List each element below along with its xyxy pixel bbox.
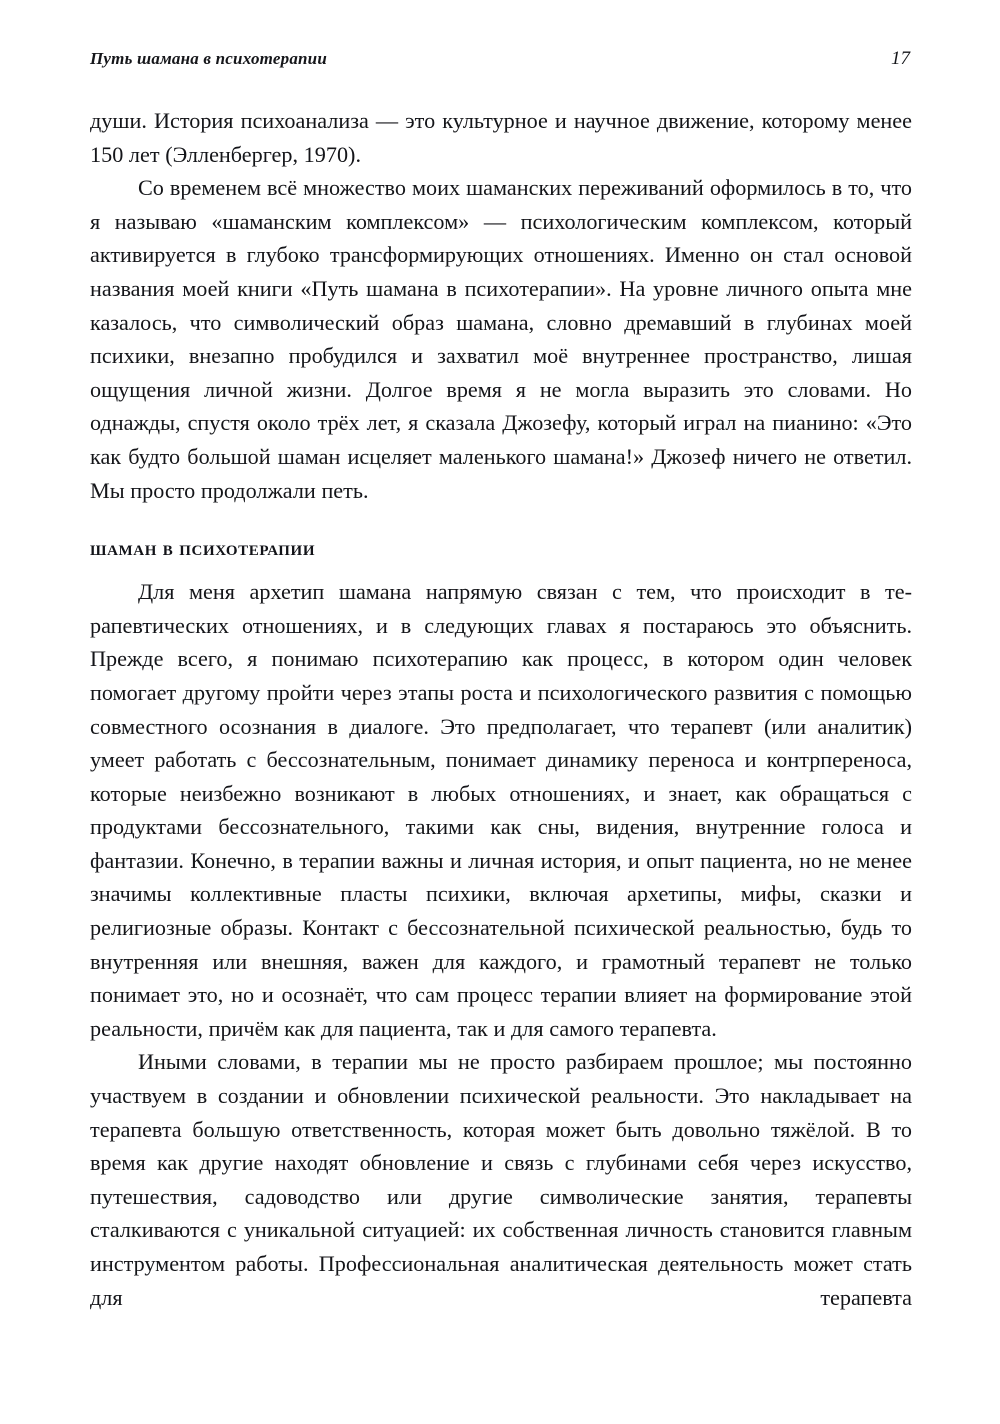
section-heading: шаман в психотерапии — [90, 536, 316, 561]
text-block — [90, 104, 912, 1314]
heading-spacer-bottom — [90, 563, 912, 575]
paragraph-2: Со временем всё множество моих шаманских переживаний оформилось в то, что я называю «шаманским комплексом» — психологическим комплексом, который активируется в глубоко трансформирующих отношениях. Именно он стал основой названия моей книги «Путь шамана в психотерапии». На уровне личного опыта мне казалось, что символический образ шамана, словно дремавший в глубинах моей психики, внезапно пробудился и захватил моё внутреннее пространство, лишая ощущения личной жизни. Долгое время я не могла выразить это словами. Но однажды, спустя около трёх лет, я сказала Джозефу, который играл на пианино: «Это как будто большой шаман исцеляет маленького шамана!» Джозеф ничего не ответил. Мы просто продолжали петь. — [90, 175, 912, 503]
running-header-title: Путь шамана в психотерапии — [90, 49, 327, 68]
heading-spacer-top — [90, 507, 912, 533]
paragraph-1: души. История психоанализа — это культурное и научное движение, которому менее 150 лет (Элленбергер, 1970). — [90, 108, 912, 167]
page-number: 17 — [891, 48, 910, 69]
paragraph-3: Для меня архетип шамана напрямую связан с тем, что происходит в терапевтических отношениях, и в следующих главах я постараюсь это объяснить. Прежде всего, я понимаю психотерапию как процесс, в котором один человек помогает другому пройти через этапы роста и психологического развития с помощью совместного осознания в диалоге. Это предполагает, что терапевт (или аналитик) умеет работать с бессознательным, понимает динамику переноса и контрпереноса, которые неизбежно возникают в любых отношениях, и знает, как обращаться с продуктами бессознательного, такими как сны, видения, внутренние голоса и фантазии. Конечно, в терапии важны и личная история, и опыт пациента, но не менее значимы коллективные пласты психики, включая архетипы, мифы, сказки и религиозные образы. Контакт с бессознательной психической реальностью, будь то внутренняя или внешняя, важен для каждого, и грамотный терапевт не только понимает это, но и осознаёт, что сам процесс терапии влияет на формирование этой реальности, причём как для пациента, так и для самого терапевта. — [90, 579, 912, 1041]
paragraph-4: Иными словами, в терапии мы не просто разбираем прошлое; мы постоянно участвуем в создании и обновлении психической реальности. Это накладывает на терапевта большую ответственность, которая может быть довольно тяжёлой. В то время как другие находят обновление и связь с глубинами себя через искусство, путешествия, садоводство или другие символические занятия, терапевты сталкиваются с уникальной ситуацией: их собственная личность становится главным инструментом работы. Профессиональная аналитическая деятельность может стать для терапевта — [90, 1049, 912, 1310]
running-header — [90, 48, 910, 74]
